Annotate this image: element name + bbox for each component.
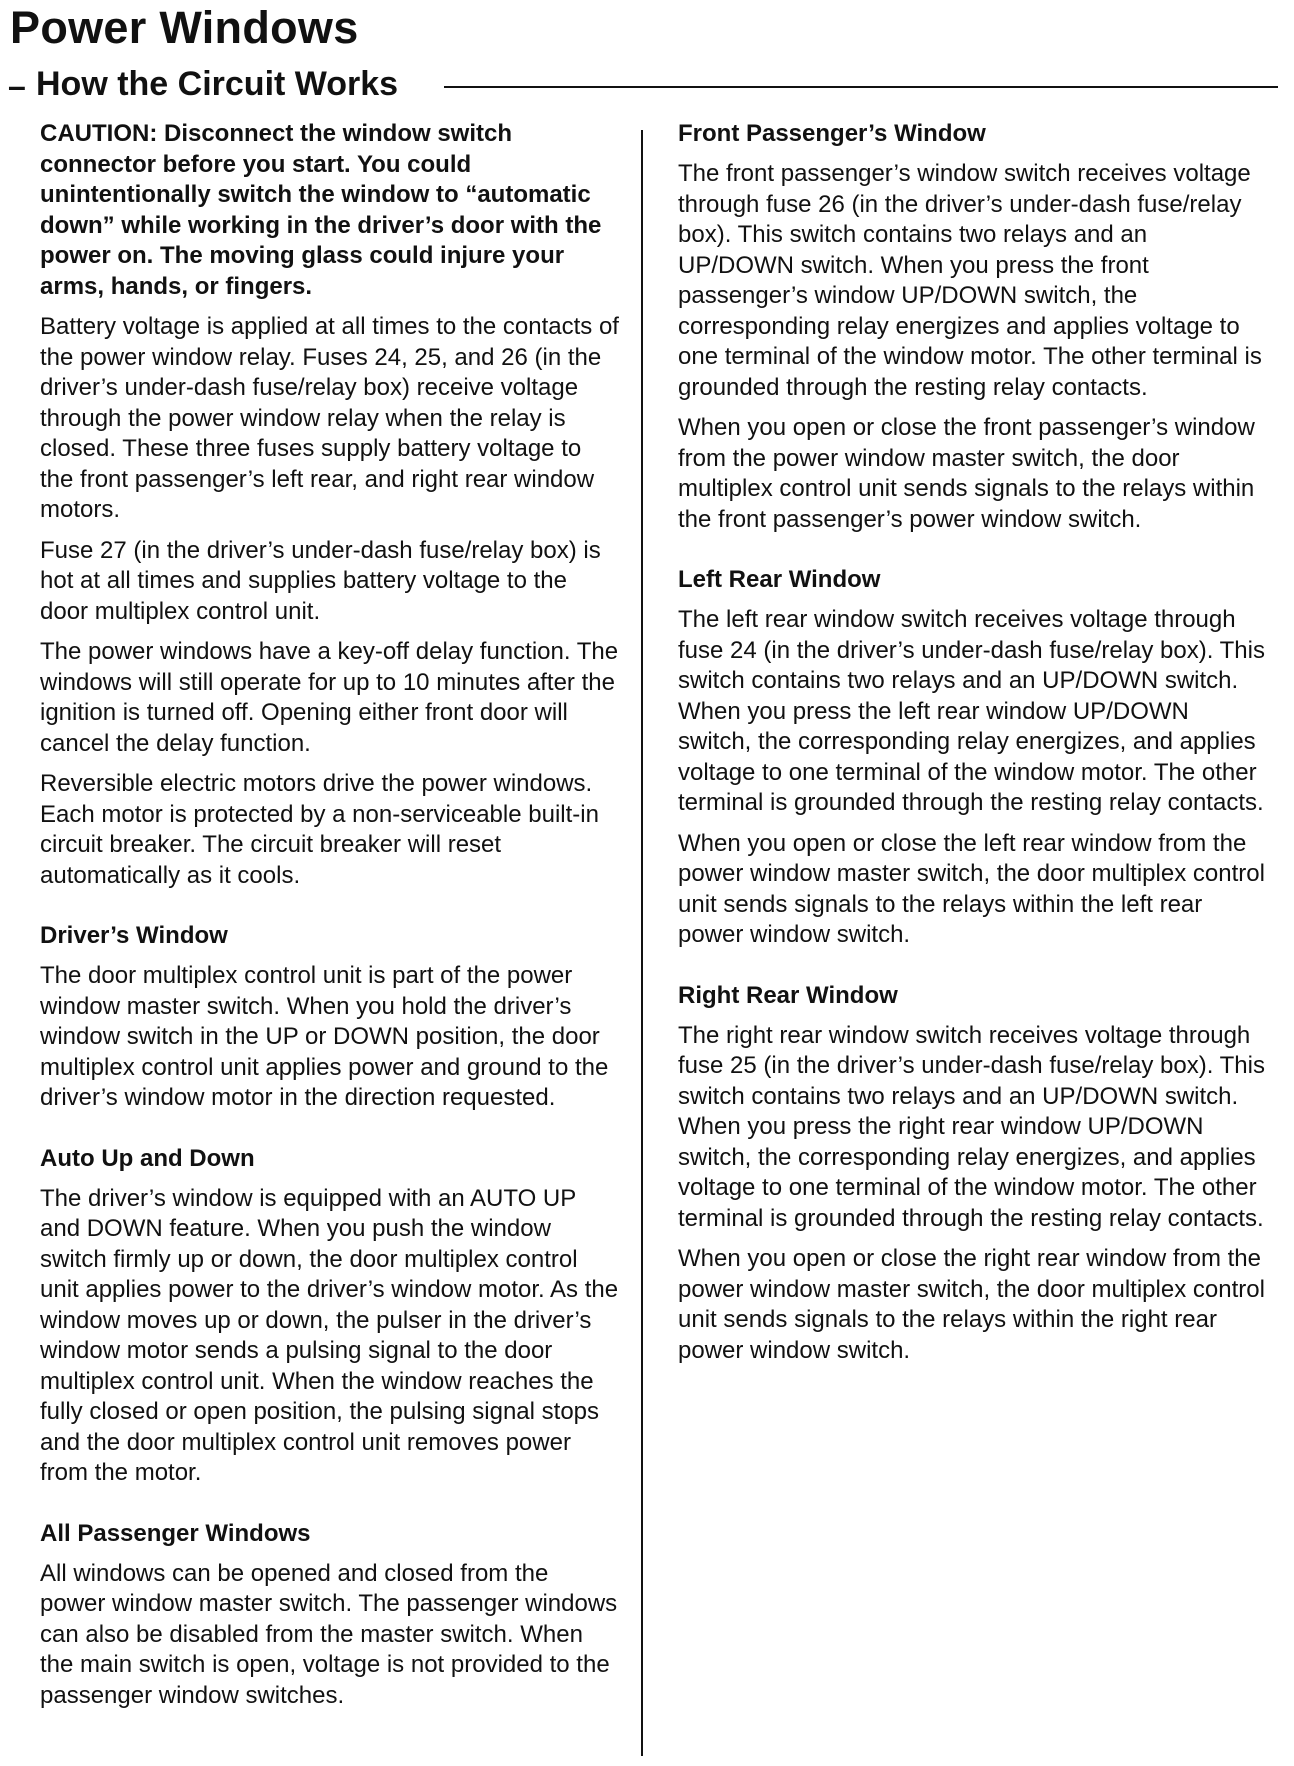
section-heading-right-rear-window: Right Rear Window (678, 981, 898, 1009)
section-paragraph: The door multiplex control unit is part of the power window master switch. When you hold the driver’s window switch in the UP or DOWN position, the door multiplex control unit applies power and ground to the driver’s window motor in the direction requested. (40, 962, 609, 1111)
section-paragraph: The front passenger’s window switch receives voltage through fuse 26 (in the driver’s under-dash fuse/relay box). This switch contains two relays and an UP/DOWN switch. When you press the front passenger’s window UP/DOWN switch, the corresponding relay energizes and applies voltage to one terminal of the window motor. The other terminal is grounded through the resting relay contacts. (678, 160, 1262, 401)
intro-paragraph: Battery voltage is applied at all times to the contacts of the power window relay. Fuses 24, 25, and 26 (in the driver’s under-dash fuse/relay box) receive voltage through the power window relay when the relay is closed. These three fuses supply battery voltage to the front passenger’s left rear, and right rear window motors. (40, 313, 619, 523)
caution-note: CAUTION: Disconnect the window switch connector before you start. You could unintentionally switch the window to “automatic down” while working in the driver’s door with the power on. The moving glass could injure your arms, hands, or fingers. (40, 120, 602, 300)
section-paragraph: When you open or close the right rear window from the power window master switch, the door multiplex control unit sends signals to the relays within the right rear power window switch. (678, 1245, 1265, 1364)
page-title: Power Windows (10, 2, 359, 53)
section-paragraph: All windows can be opened and closed from the power window master switch. The passenger windows can also be disabled from the master switch. When the main switch is open, voltage is not provided to the passenger window switches. (40, 1559, 618, 1709)
column-divider (641, 130, 643, 1756)
section-paragraph: When you open or close the front passenger’s window from the power window master switch, the door multiplex control unit sends signals to the relays within the front passenger’s power window switch. (678, 414, 1255, 533)
right-column (678, 119, 1268, 1376)
section-paragraph: The right rear window switch receives voltage through fuse 25 (in the driver’s under-dash fuse/relay box). This switch contains two relays and an UP/DOWN switch. When you press the right rear window UP/DOWN switch, the corresponding relay energizes, and applies voltage to one terminal of the window motor. The other terminal is grounded through the resting relay contacts. (678, 1021, 1265, 1232)
intro-paragraph: Reversible electric motors drive the power windows. Each motor is protected by a non-serviceable built-in circuit breaker. The circuit breaker will reset automatically as it cools. (40, 770, 599, 889)
subtitle-dash: – (8, 68, 26, 104)
page-subtitle: How the Circuit Works (36, 65, 399, 103)
section-heading-drivers-window: Driver’s Window (40, 922, 228, 949)
section-heading-all-passenger-windows: All Passenger Windows (40, 1519, 311, 1547)
section-paragraph: The driver’s window is equipped with an AUTO UP and DOWN feature. When you push the window switch firmly up or down, the door multiplex control unit applies power to the driver’s window motor. As the window moves up or down, the pulser in the driver’s window motor sends a pulsing signal to the door multiplex control unit. When the window reaches the fully closed or open position, the pulsing signal stops and the door multiplex control unit removes power from the motor. (40, 1184, 619, 1486)
section-heading-front-passenger-window: Front Passenger’s Window (678, 120, 986, 147)
intro-paragraph: The power windows have a key-off delay function. The windows will still operate for up to 10 minutes after the ignition is turned off. Opening either front door will cancel the delay function. (40, 638, 619, 757)
intro-paragraph: Fuse 27 (in the driver’s under-dash fuse/relay box) is hot at all times and supplies battery voltage to the door multiplex control unit. (40, 536, 601, 625)
section-heading-auto-up-down: Auto Up and Down (40, 1144, 255, 1172)
section-heading-left-rear-window: Left Rear Window (678, 566, 881, 593)
section-paragraph: The left rear window switch receives voltage through fuse 24 (in the driver’s under-dash fuse/relay box). This switch contains two relays and an UP/DOWN switch. When you press the left rear window UP/DOWN switch, the corresponding relay energizes, and applies voltage to one terminal of the window motor. The other terminal is grounded through the resting relay contacts. (678, 606, 1265, 816)
left-column (40, 119, 620, 1721)
section-header (8, 64, 1278, 108)
section-paragraph: When you open or close the left rear window from the power window master switch, the door multiplex control unit sends signals to the relays within the left rear power window switch. (678, 829, 1265, 948)
title-rule (444, 86, 1278, 88)
